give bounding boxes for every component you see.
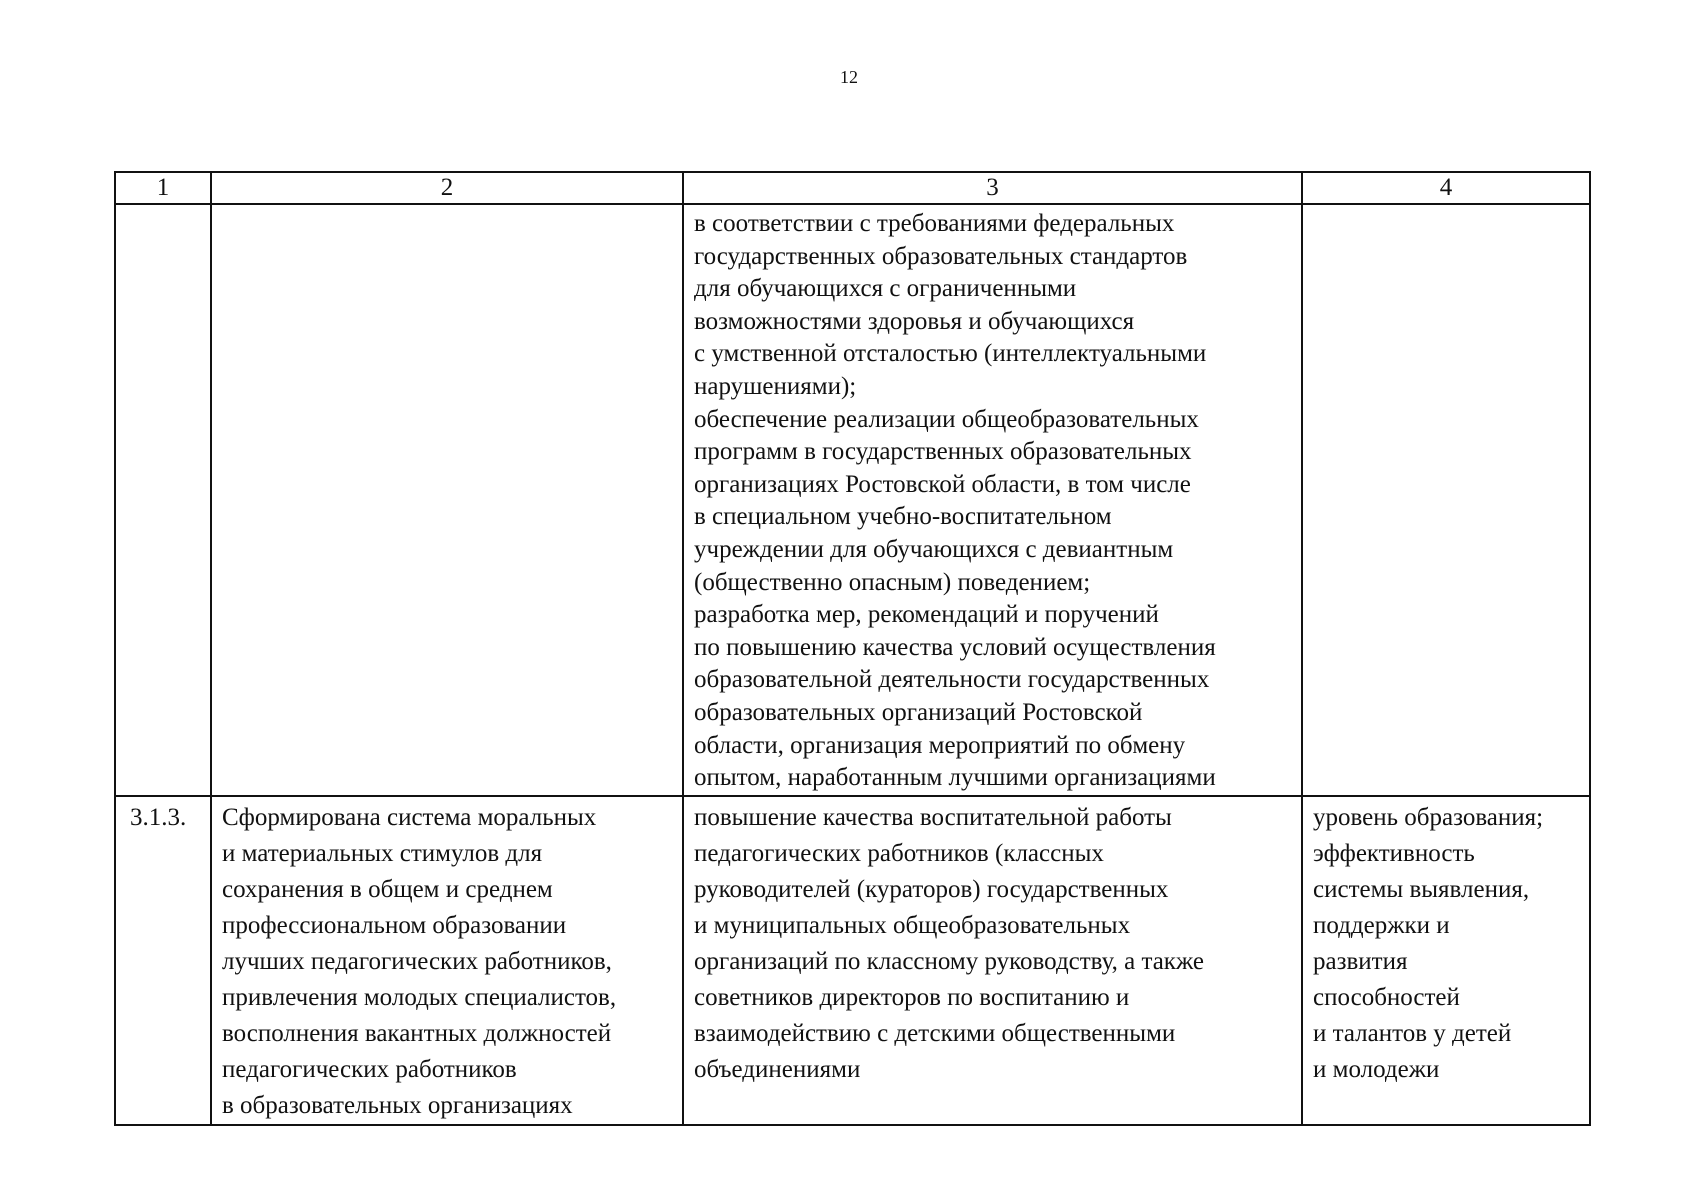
text-line: советников директоров по воспитанию и xyxy=(694,983,1130,1011)
text-line: привлечения молодых специалистов, xyxy=(222,983,617,1011)
item-measures-text xyxy=(684,797,1301,1088)
text-line: профессиональном образовании xyxy=(222,911,567,939)
text-line: образовательной деятельности государственных xyxy=(694,666,1210,694)
text-line: поддержки и xyxy=(1313,911,1450,939)
item-cell-number xyxy=(115,796,211,1125)
text-line: и муниципальных общеобразовательных xyxy=(694,911,1131,939)
continuation-measures-text xyxy=(684,205,1301,795)
text-line: организациях Ростовской области, в том числе xyxy=(694,470,1191,498)
text-line: образовательных организаций Ростовской xyxy=(694,698,1143,726)
text-line: в специальном учебно-воспитательном xyxy=(694,503,1112,531)
text-line: нарушениями); xyxy=(694,372,857,400)
text-line: с умственной отсталостью (интеллектуальными xyxy=(694,340,1207,368)
text-line: организаций по классному руководству, а также xyxy=(694,947,1204,975)
text-line: опытом, наработанным лучшими организациями xyxy=(694,764,1216,792)
text-line: педагогических работников (классных xyxy=(694,839,1104,867)
text-line: обеспечение реализации общеобразовательных xyxy=(694,405,1199,433)
header-cell-3: 3 xyxy=(683,172,1302,204)
text-line: Сформирована система моральных xyxy=(222,803,597,831)
table-row-3-1-3 xyxy=(115,796,1590,1125)
text-line: программ в государственных образовательных xyxy=(694,438,1192,466)
text-line: объединениями xyxy=(694,1055,861,1083)
header-cell-1: 1 xyxy=(115,172,211,204)
text-line: лучших педагогических работников, xyxy=(222,947,612,975)
item-indicators-text xyxy=(1303,797,1589,1088)
text-line: для обучающихся с ограниченными xyxy=(694,275,1077,303)
text-line: по повышению качества условий осуществления xyxy=(694,633,1216,661)
text-line: области, организация мероприятий по обмену xyxy=(694,731,1186,759)
item-cell-indicators xyxy=(1302,796,1590,1125)
text-line: способностей xyxy=(1313,983,1460,1011)
text-line: (общественно опасным) поведением; xyxy=(694,568,1091,596)
header-cell-2: 2 xyxy=(211,172,683,204)
continuation-cell-measures xyxy=(683,204,1302,796)
text-line: и талантов у детей xyxy=(1313,1019,1512,1047)
continuation-cell-indicators xyxy=(1302,204,1590,796)
text-line: в соответствии с требованиями федеральных xyxy=(694,210,1175,237)
text-line: разработка мер, рекомендаций и поручений xyxy=(694,601,1159,629)
item-cell-measures xyxy=(683,796,1302,1125)
text-line: педагогических работников xyxy=(222,1055,517,1083)
text-line: государственных образовательных стандартов xyxy=(694,242,1188,270)
text-line: сохранения в общем и среднем xyxy=(222,875,553,903)
text-line: в образовательных организациях xyxy=(222,1091,573,1119)
text-line: уровень образования; xyxy=(1313,803,1544,831)
text-line: возможностями здоровья и обучающихся xyxy=(694,307,1135,335)
continuation-cell-result xyxy=(211,204,683,796)
text-line: руководителей (кураторов) государственных xyxy=(694,875,1169,903)
header-cell-4: 4 xyxy=(1302,172,1590,204)
continuation-cell-number xyxy=(115,204,211,796)
table-row-continuation xyxy=(115,204,1590,796)
text-line: системы выявления, xyxy=(1313,875,1530,903)
item-result-text xyxy=(212,797,682,1124)
text-line: учреждении для обучающихся с девиантным xyxy=(694,535,1174,563)
text-line: повышение качества воспитательной работы xyxy=(694,803,1172,831)
document-table xyxy=(114,171,1591,1126)
item-cell-result xyxy=(211,796,683,1125)
item-number: 3.1.3. xyxy=(130,803,187,831)
table-header-row xyxy=(115,172,1590,204)
page-number: 12 xyxy=(840,67,858,87)
text-line: восполнения вакантных должностей xyxy=(222,1019,612,1047)
text-line: эффективность xyxy=(1313,839,1475,867)
text-line: развития xyxy=(1313,947,1408,975)
text-line: и материальных стимулов для xyxy=(222,839,543,867)
text-line: и молодежи xyxy=(1313,1055,1440,1083)
text-line: взаимодействию с детскими общественными xyxy=(694,1019,1176,1047)
